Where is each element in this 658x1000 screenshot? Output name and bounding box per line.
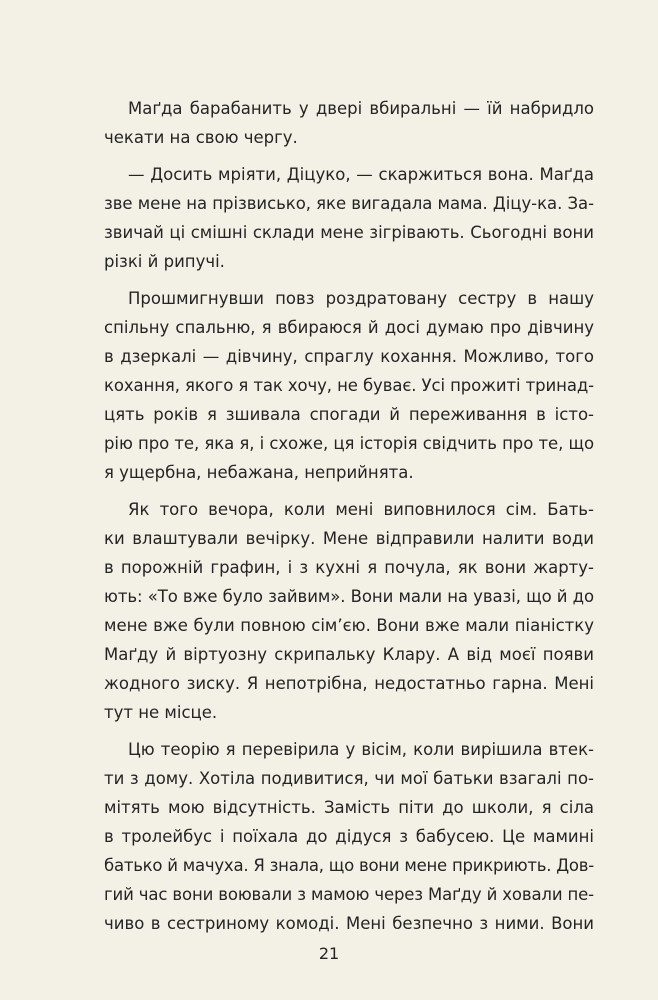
text-line: гий час вони воювали з мамою через Маґду й ховали пе-	[104, 885, 594, 904]
text-line: мене вже були повною сім’єю. Вони вже мали піаністку	[104, 616, 594, 635]
text-line: звичай ці смішні склади мене зігрівають. Сьогодні вони	[104, 223, 594, 242]
text-line: в дзеркалі — дівчину, спраглу кохання. Можливо, того	[104, 347, 594, 366]
paragraph	[104, 160, 594, 276]
body-text	[104, 94, 594, 946]
text-line: в порожній графин, і з кухні я почула, як вони жарту-	[104, 558, 594, 577]
text-line: батько й мачуха. Я знала, що вони мене прикриють. Дов-	[104, 856, 594, 875]
text-line: рію про те, яка я, і схоже, ця історія свідчить про те, що	[104, 434, 594, 453]
text-line: спільну спальню, я вбираюся й досі думаю про дівчину	[104, 318, 594, 337]
text-line: Як того вечора, коли мені виповнилося сім. Бать-	[128, 500, 594, 519]
text-line: жодного зиску. Я непотрібна, недостатньо гарна. Мені	[104, 674, 594, 693]
text-line: — Досить мріяти, Діцуко, — скаржиться вона. Маґда	[128, 165, 594, 184]
paragraph	[104, 735, 594, 938]
text-line: мітять мою відсутність. Замість піти до школи, я сіла	[104, 798, 594, 817]
text-line: я ущербна, небажана, неприйнята.	[104, 463, 414, 482]
text-line: Маґда барабанить у двері вбиральні — їй набридло	[128, 99, 594, 118]
text-line: цять років я зшивала спогади й переживання в істо-	[104, 405, 594, 424]
text-line: Маґду й віртуозну скрипальку Клару. А від моєї появи	[104, 645, 594, 664]
text-line: Прошмигнувши повз роздратовану сестру в нашу	[128, 289, 594, 308]
text-line: в тролейбус і поїхала до дідуся з бабусею. Це мамині	[104, 827, 594, 846]
text-line: Цю теорію я перевірила у вісім, коли вирішила втек-	[128, 740, 594, 759]
text-line: тут не місце.	[104, 703, 218, 722]
text-line: ють: «То вже було зайвим». Вони мали на увазі, що й до	[104, 587, 594, 606]
text-line: чиво в сестриному комоді. Мені безпечно з ними. Вони	[104, 914, 594, 933]
paragraph	[104, 284, 594, 487]
text-line: кохання, якого я так хочу, не буває. Усі прожиті тринад-	[104, 376, 594, 395]
paragraph	[104, 495, 594, 727]
text-line: ти з дому. Хотіла подивитися, чи мої батьки взагалі по-	[104, 769, 594, 788]
text-line: різкі й рипучі.	[104, 252, 225, 271]
text-line: ки влаштували вечірку. Мене відправили налити води	[104, 529, 594, 548]
paragraph	[104, 94, 594, 152]
page-number: 21	[318, 944, 340, 963]
text-line: чекати на свою чергу.	[104, 128, 298, 147]
text-line: зве мене на прізвисько, яке вигадала мама. Діцу-ка. За-	[104, 194, 594, 213]
